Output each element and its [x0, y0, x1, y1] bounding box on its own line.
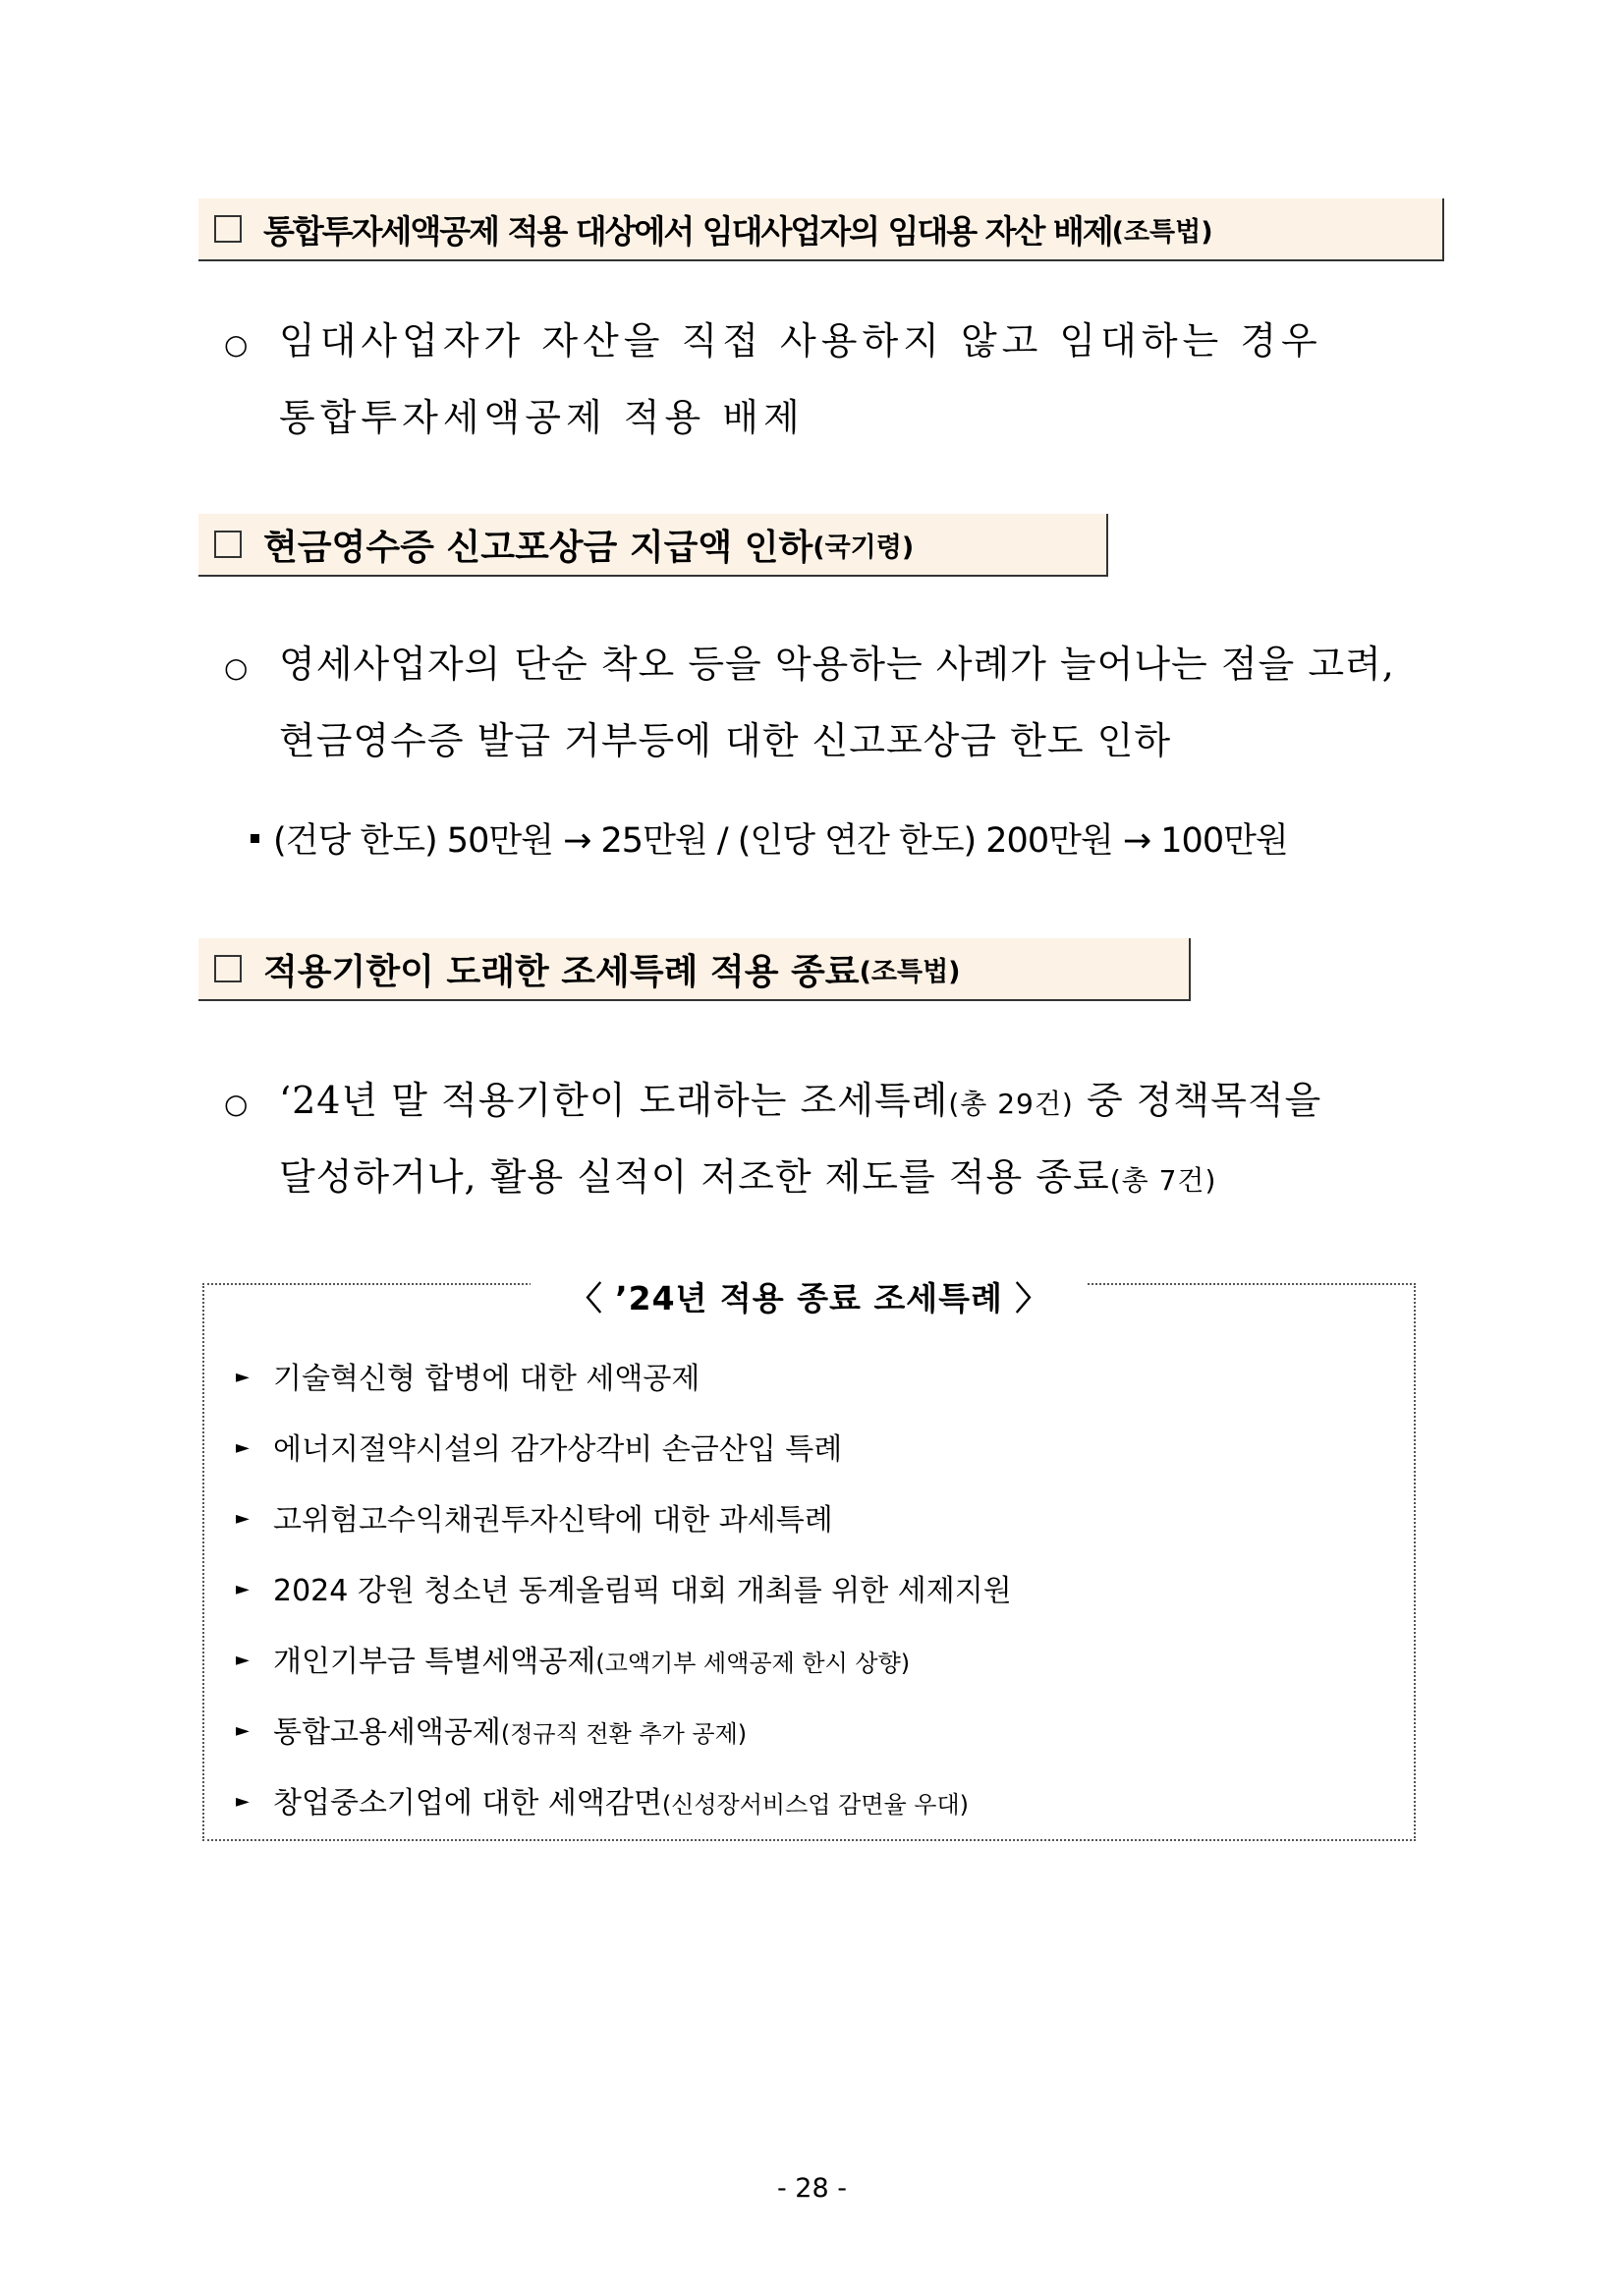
section-heading-title: 적용기한이 도래한 조세특례 적용 종료: [263, 951, 860, 992]
list-item: ► 기술혁신형 합병에 대한 세액공제: [236, 1344, 1012, 1415]
paragraph-line: 통합투자세액공제 적용 배제: [279, 396, 805, 439]
section-2-paragraph: [224, 628, 1395, 778]
expired-cases-list: [236, 1344, 1012, 1839]
section-heading-title: 통합투자세액공제 적용 대상에서 임대사업자의 임대용 자산 배제: [263, 211, 1112, 251]
circle-bullet-icon: ○: [224, 328, 253, 361]
section-heading-tag: (조특법): [859, 956, 961, 987]
circle-bullet-icon: ○: [224, 651, 250, 684]
triangle-bullet-icon: ►: [236, 1507, 250, 1529]
triangle-bullet-icon: ►: [236, 1790, 250, 1812]
paragraph-line: ‘24년 말 적용기한이 도래하는 조세특례: [279, 1079, 949, 1122]
list-item: ► 창업중소기업에 대한 세액감면(신성장서비스업 감면율 우대): [236, 1768, 1012, 1839]
checkbox-square-icon: [214, 531, 242, 558]
paragraph-note: (총 29건): [948, 1088, 1074, 1120]
section-heading-2: [198, 514, 1108, 577]
paragraph-note: (총 7건): [1109, 1164, 1217, 1197]
section-2-bullet: [251, 813, 1288, 863]
paragraph-line: 중 정책목적을: [1073, 1079, 1322, 1122]
section-heading-tag: (국기령): [812, 532, 915, 563]
paragraph-line: 영세사업자의 단순 착오 등을 악용하는 사례가 늘어나는 점을 고려,: [279, 643, 1395, 686]
list-item: ► 통합고용세액공제(정규직 전환 추가 공제): [236, 1698, 1012, 1768]
expired-special-cases-box: [202, 1279, 1416, 1841]
square-bullet-icon: [251, 834, 259, 843]
section-heading-tag: (조특법): [1111, 216, 1213, 248]
section-3-paragraph: [224, 1064, 1321, 1217]
paragraph-line: 임대사업자가 자산을 직접 사용하지 않고 임대하는 경우: [279, 319, 1322, 363]
box-title: 〈 ’24년 적용 종료 조세특례 〉: [204, 1273, 1414, 1330]
section-heading-1: [198, 198, 1444, 261]
checkbox-square-icon: [214, 215, 242, 243]
checkbox-square-icon: [214, 955, 242, 982]
circle-bullet-icon: ○: [224, 1088, 250, 1120]
list-item: ► 개인기부금 특별세액공제(고액기부 세액공제 한시 상향): [236, 1627, 1012, 1698]
paragraph-line: 달성하거나, 활용 실적이 저조한 제도를 적용 종료: [279, 1155, 1110, 1199]
section-heading-title: 현금영수증 신고포상금 지급액 인하: [263, 527, 813, 568]
paragraph-line: 현금영수증 발급 거부등에 대한 신고포상금 한도 인하: [279, 719, 1172, 762]
triangle-bullet-icon: ►: [236, 1436, 250, 1458]
triangle-bullet-icon: ►: [236, 1649, 250, 1670]
page-number: - 28 -: [776, 2173, 847, 2204]
triangle-bullet-icon: ►: [236, 1719, 250, 1741]
triangle-bullet-icon: ►: [236, 1366, 250, 1387]
bullet-text: (건당 한도) 50만원 → 25만원 / (인당 연간 한도) 200만원 → 100만원: [273, 821, 1288, 861]
list-item: ► 고위험고수익채권투자신탁에 대한 과세특례: [236, 1485, 1012, 1556]
list-item: ► 에너지절약시설의 감가상각비 손금산입 특례: [236, 1415, 1012, 1485]
section-heading-3: [198, 938, 1191, 1001]
triangle-bullet-icon: ►: [236, 1578, 250, 1599]
section-1-paragraph: [224, 305, 1322, 455]
list-item: ► 2024 강원 청소년 동계올림픽 대회 개최를 위한 세제지원: [236, 1556, 1012, 1627]
